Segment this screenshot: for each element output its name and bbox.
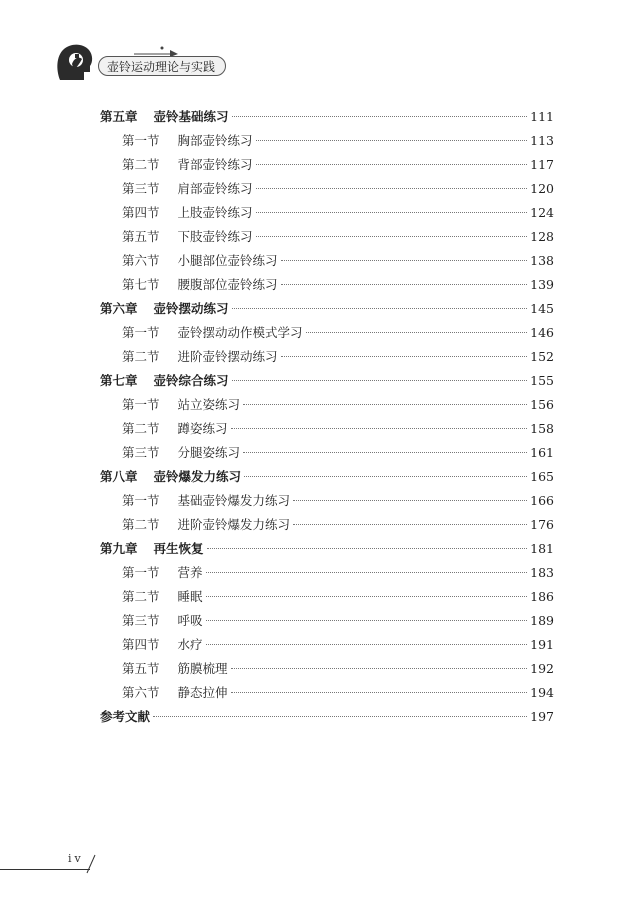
table-of-contents <box>100 105 554 729</box>
dot-leader <box>232 380 528 381</box>
chapter-number: 第六章 <box>100 301 138 316</box>
dot-leader <box>281 260 528 261</box>
page-ref: 194 <box>530 685 554 700</box>
chapter-number: 第八章 <box>100 469 138 484</box>
dot-leader <box>281 284 528 285</box>
toc-section-row[interactable] <box>100 513 554 537</box>
toc-section-row[interactable] <box>100 345 554 369</box>
page-footer <box>0 848 120 874</box>
section-title: 进阶壶铃爆发力练习 <box>177 517 291 532</box>
toc-section-row[interactable] <box>100 633 554 657</box>
section-number: 第三节 <box>122 613 160 628</box>
section-title: 肩部壶铃练习 <box>177 181 253 196</box>
page-ref: 146 <box>530 325 554 340</box>
toc-section-row[interactable] <box>100 561 554 585</box>
toc-section-row[interactable] <box>100 177 554 201</box>
page-ref: 145 <box>530 301 554 316</box>
section-title: 筋膜梳理 <box>177 661 228 676</box>
section-number: 第四节 <box>122 205 160 220</box>
section-number: 第七节 <box>122 277 160 292</box>
page-ref: 189 <box>530 613 554 628</box>
section-number: 第一节 <box>122 565 160 580</box>
section-number: 第三节 <box>122 181 160 196</box>
toc-section-row[interactable] <box>100 321 554 345</box>
page-ref: 186 <box>530 589 554 604</box>
toc-section-row[interactable] <box>100 129 554 153</box>
dot-leader <box>232 308 528 309</box>
book-title-badge: 壶铃运动理论与实践 <box>98 56 226 76</box>
section-number: 第二节 <box>122 589 160 604</box>
toc-section-row[interactable] <box>100 273 554 297</box>
section-number: 第二节 <box>122 421 160 436</box>
dot-leader <box>244 476 527 477</box>
section-title: 蹲姿练习 <box>177 421 228 436</box>
dot-leader <box>206 596 528 597</box>
dot-leader <box>232 116 528 117</box>
dot-leader <box>256 212 528 213</box>
toc-chapter-row[interactable] <box>100 297 554 321</box>
references-title: 参考文献 <box>100 709 151 724</box>
section-title: 背部壶铃练习 <box>177 157 253 172</box>
dot-leader <box>243 452 527 453</box>
slash-decoration-icon <box>86 854 96 874</box>
dot-leader <box>206 572 528 573</box>
section-title: 下肢壶铃练习 <box>177 229 253 244</box>
toc-section-row[interactable] <box>100 657 554 681</box>
toc-chapter-row[interactable] <box>100 537 554 561</box>
toc-section-row[interactable] <box>100 153 554 177</box>
toc-section-row[interactable] <box>100 201 554 225</box>
section-number: 第六节 <box>122 685 160 700</box>
section-title: 营养 <box>177 565 203 580</box>
page-ref: 181 <box>530 541 554 556</box>
page-ref: 192 <box>530 661 554 676</box>
toc-section-row[interactable] <box>100 441 554 465</box>
page-ref: 124 <box>530 205 554 220</box>
page-ref: 183 <box>530 565 554 580</box>
toc-section-row[interactable] <box>100 393 554 417</box>
chapter-number: 第五章 <box>100 109 138 124</box>
page-ref: 166 <box>530 493 554 508</box>
section-title: 上肢壶铃练习 <box>177 205 253 220</box>
page-ref: 138 <box>530 253 554 268</box>
dot-leader <box>231 428 528 429</box>
section-title: 睡眠 <box>177 589 203 604</box>
page-ref: 156 <box>530 397 554 412</box>
dot-leader <box>256 236 528 237</box>
page-ref: 120 <box>530 181 554 196</box>
section-number: 第五节 <box>122 661 160 676</box>
section-title: 胸部壶铃练习 <box>177 133 253 148</box>
toc-section-row[interactable] <box>100 585 554 609</box>
toc-references-row[interactable] <box>100 705 554 729</box>
toc-section-row[interactable] <box>100 681 554 705</box>
section-number: 第一节 <box>122 325 160 340</box>
section-number: 第三节 <box>122 445 160 460</box>
dot-leader <box>206 644 528 645</box>
dot-leader <box>293 524 527 525</box>
toc-chapter-row[interactable] <box>100 105 554 129</box>
section-number: 第四节 <box>122 637 160 652</box>
dot-leader <box>256 164 528 165</box>
chapter-title: 壶铃爆发力练习 <box>153 469 242 484</box>
page-ref: 113 <box>530 133 554 148</box>
section-number: 第二节 <box>122 517 160 532</box>
dot-leader <box>293 500 527 501</box>
dot-leader <box>256 188 528 189</box>
toc-chapter-row[interactable] <box>100 369 554 393</box>
chapter-title: 再生恢复 <box>153 541 204 556</box>
section-title: 进阶壶铃摆动练习 <box>177 349 278 364</box>
section-title: 小腿部位壶铃练习 <box>177 253 278 268</box>
page-ref: 161 <box>530 445 554 460</box>
dot-leader <box>153 716 527 717</box>
section-number: 第二节 <box>122 349 160 364</box>
dot-leader <box>281 356 528 357</box>
page-ref: 155 <box>530 373 554 388</box>
section-title: 壶铃摆动动作模式学习 <box>177 325 303 340</box>
page-ref: 197 <box>530 709 554 724</box>
page-ref: 117 <box>530 157 554 172</box>
page-ref: 128 <box>530 229 554 244</box>
chapter-title: 壶铃基础练习 <box>153 109 229 124</box>
section-title: 腰腹部位壶铃练习 <box>177 277 278 292</box>
dot-leader <box>256 140 528 141</box>
toc-section-row[interactable] <box>100 489 554 513</box>
section-title: 基础壶铃爆发力练习 <box>177 493 291 508</box>
section-title: 呼吸 <box>177 613 203 628</box>
section-title: 站立姿练习 <box>177 397 241 412</box>
dot-leader <box>207 548 528 549</box>
running-header <box>52 40 252 84</box>
footer-rule <box>0 869 90 870</box>
page-number: iv <box>68 852 84 865</box>
section-title: 水疗 <box>177 637 203 652</box>
dot-leader <box>306 332 528 333</box>
section-title: 分腿姿练习 <box>177 445 241 460</box>
page-ref: 111 <box>530 109 554 124</box>
page-ref: 152 <box>530 349 554 364</box>
dot-leader <box>206 620 528 621</box>
toc-section-row[interactable] <box>100 609 554 633</box>
chapter-number: 第七章 <box>100 373 138 388</box>
page-ref: 176 <box>530 517 554 532</box>
page-ref: 139 <box>530 277 554 292</box>
section-number: 第六节 <box>122 253 160 268</box>
head-silhouette-icon <box>52 40 98 84</box>
page-ref: 191 <box>530 637 554 652</box>
toc-section-row[interactable] <box>100 417 554 441</box>
dot-leader <box>231 692 528 693</box>
toc-section-row[interactable] <box>100 225 554 249</box>
dot-leader <box>243 404 527 405</box>
section-number: 第一节 <box>122 493 160 508</box>
section-title: 静态拉伸 <box>177 685 228 700</box>
toc-section-row[interactable] <box>100 249 554 273</box>
page-ref: 165 <box>530 469 554 484</box>
section-number: 第一节 <box>122 397 160 412</box>
dot-leader <box>231 668 528 669</box>
page-ref: 158 <box>530 421 554 436</box>
chapter-title: 壶铃摆动练习 <box>153 301 229 316</box>
section-number: 第五节 <box>122 229 160 244</box>
toc-chapter-row[interactable] <box>100 465 554 489</box>
chapter-number: 第九章 <box>100 541 138 556</box>
section-number: 第二节 <box>122 157 160 172</box>
section-number: 第一节 <box>122 133 160 148</box>
chapter-title: 壶铃综合练习 <box>153 373 229 388</box>
